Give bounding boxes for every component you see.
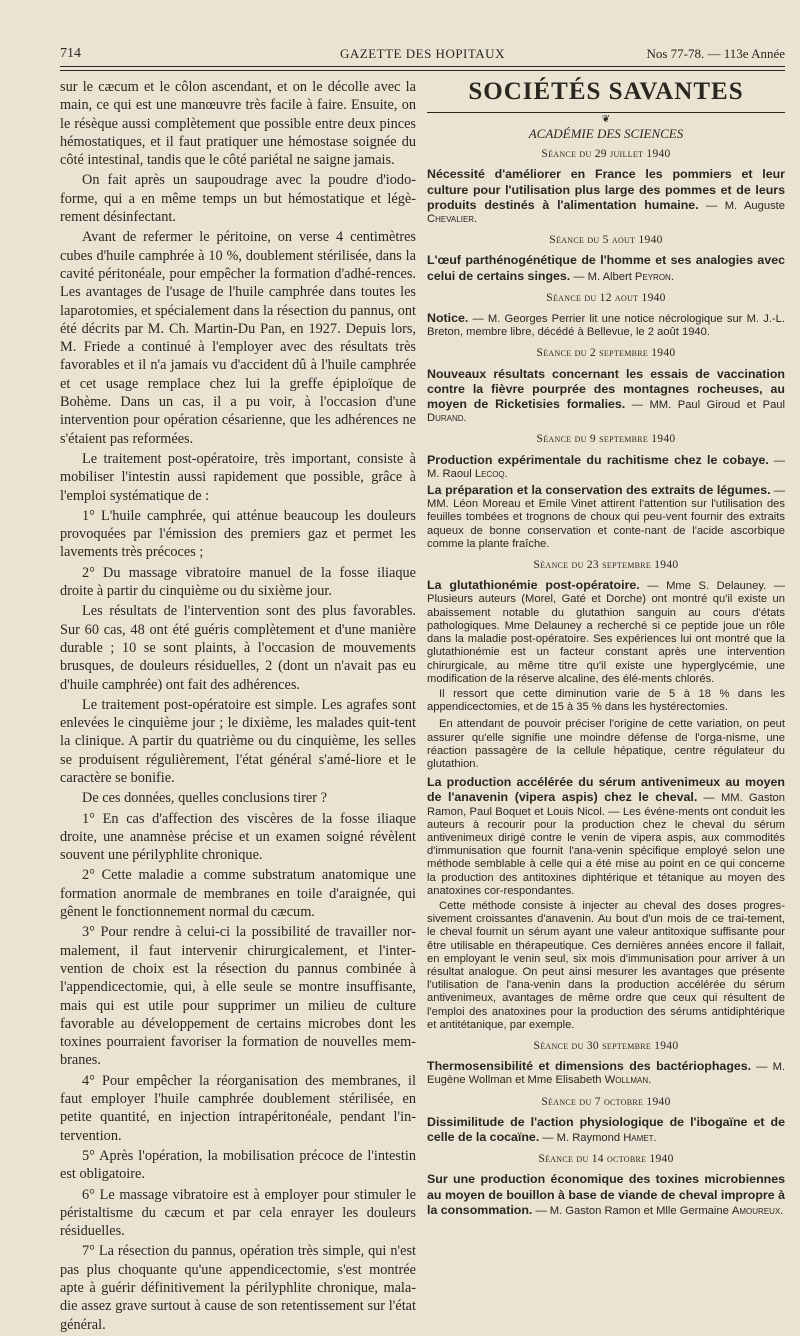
communication-text: — M. Eugène Wollman et Mme Elisabeth: [427, 1061, 785, 1087]
article-paragraph: Le traitement post-opératoire, très important, consiste à mobiliser l'intestin aussi rapidement que possible, grâce à l'emploi systématique de :: [60, 450, 416, 504]
header-rule-thin: [60, 70, 785, 71]
communication-entry: [427, 1059, 785, 1087]
communication-entry: [427, 167, 785, 226]
communication-title: Thermosensibilité et dimensions des bactériophages.: [427, 1059, 752, 1074]
article-paragraph: 2° Du massage vibratoire manuel de la fosse iliaque droite à partir du cinquième ou du sixième jour.: [60, 564, 416, 600]
running-header: [60, 46, 785, 66]
communication-entry: [427, 311, 785, 339]
communication-title: Nécessité d'améliorer en France les pommiers et leur culture pour l'utilisation plus large des pommes et de leurs produits destinés à l'alimentation humaine.: [427, 167, 785, 212]
communication-title: L'œuf parthénogénétique de l'homme et ses analogies avec celui de certains singes.: [427, 253, 785, 283]
communication-entry: [427, 453, 785, 481]
article-paragraph: 4° Pour empêcher la réorganisation des membranes, il faut employer l'huile camphrée doublement stérilisée, en petite quantité, en injection intrapéritonéale, pendant l'in-tervention.: [60, 1072, 416, 1144]
communication-title: Sur une production économique des toxines microbiennes au moyen de bouillon à base de viande de cheval impropre à la consommation.: [427, 1172, 785, 1217]
session-date: Séance du 14 octobre 1940: [538, 1153, 674, 1166]
communication-title: La production accélérée du sérum antivenimeux au moyen de l'anavenin (vipera aspis) chez le cheval.: [427, 775, 785, 805]
article-paragraph: Le traitement post-opératoire est simple. Les agrafes sont enlevées le cinquième jour ; le dixième, les malades quit-tent la clinique. A partir du quatrième ou du cinquième, les selles se produisent régulièrement, l'état général s'amé-liore et le caractère se bonifie.: [60, 696, 416, 786]
article-paragraph: Avant de refermer le péritoine, on verse 4 centimètres cubes d'huile camphrée à 10 %, doublement stérilisée, dans la cavité péritonéale, pour empêcher la formation d'adhé-rences. Les avantages de l'usage de l'huile camphrée dans toutes les laparotomies, et spécialement dans la résection du pannus, ont été décrits par M. Ch. Martin-Du Pan, en 1927. Depuis lors, M. Friede a continué à l'employer avec des résultats très favorables et il n'a jamais vu d'accident dû à l'huile camphrée et cet usage remplace chez lui la greffe épiploïque de Bohème. Dans un cas, il a pu voir, à l'occasion d'une intervention pour opération césarienne, que les adhérences ne s'étaient pas reformées.: [60, 229, 416, 447]
journal-title: GAZETTE DES HOPITAUX: [340, 46, 505, 61]
communication-paragraph: Il ressort que cette diminution varie de 5 à 18 % dans les appendicectomies, et de 15 à 35 % dans les hystérectomies.: [427, 687, 785, 714]
session-date: Séance du 12 aout 1940: [546, 291, 666, 304]
communication-author: Wollman.: [604, 1074, 652, 1087]
session-date: Séance du 23 septembre 1940: [533, 559, 679, 572]
communication-text: — Mme S. Delauney. — Plusieurs auteurs (Morel, Gaté et Dorche) ont montré qu'il existe un abaissement notable du glutathion sanguin au cours d'états pathologiques. Mme Delauney a recherché si ce peptide joue un rôle dans la maladie post-opératoire. Ses expériences lui ont montré que la glutathionémie est un facteur constant après une intervention chirurgicale, au même titre qu'il existe une hyperglycémie, une modification de la réserve alcaline, des élé-ments chlorés.: [427, 580, 785, 685]
article-paragraph: sur le cæcum et le côlon ascendant, et on le décolle avec la main, ce qui est une manœuvre très facile à faire. Ensuite, on le résèque aussi complètement que possible entre deux pinces hémostatiques, et il faut pratiquer une hémostase soignée du côté intestinal, tandis que le côté pariétal ne saigne jamais.: [60, 79, 416, 169]
communication-paragraph: En attendant de pouvoir préciser l'origine de cette variation, on peut assurer qu'elle signifie une moindre défense de l'orga-nisme, une réaction passagère de la cellule hépatique, centre régulateur du glutathion.: [427, 718, 785, 770]
article-paragraph: 6° Le massage vibratoire est à employer pour stimuler le péristaltisme du cæcum et par cela enrayer les douleurs résiduelles.: [60, 1186, 416, 1240]
communication-author: Durand.: [427, 412, 467, 425]
communication-text: — M. Georges Perrier lit une notice nécrologique sur M. J.-L. Breton, membre libre, décédé à Bellevue, le 2 août 1940.: [427, 313, 785, 339]
article-paragraph: De ces données, quelles conclusions tirer ?: [82, 790, 327, 807]
communication-text: — MM. Léon Moreau et Emile Vinet attirent l'attention sur l'utilisation des feuilles tombées et trognons de choux qui peu-vent fournir des extraits aqueux de bonne conservation et conte-nant de l'acide ascorbique comme la plante fraîche.: [427, 485, 785, 550]
communication-text: — MM. Gaston Ramon, Paul Boquet et Louis Nicol. — Les événe-ments ont conduit les auteurs à recourir pour la production chez le cheval du sérum antivenimeux dirigé contre le venin de vipera aspis, aux commodités d'immunisation que fournit l'ana-venin spécifique employé selon une méthode semblable à celle qui a été mise au point en ce qui concerne la production des antitoxines diphtérique et tétanique au moyen des anatoxines cor-respondantes.: [427, 792, 785, 897]
session-date: Séance du 2 septembre 1940: [536, 347, 676, 360]
session-date: Séance du 30 septembre 1940: [533, 1039, 679, 1052]
header-rule: [60, 66, 785, 67]
article-paragraph: 7° La résection du pannus, opération très simple, qui n'est pas plus choquante qu'une appendicectomie, s'est montrée apte à guérir définitivement la périlyphlite chronique, mala-die assez grave surtout à cause de son retentissement sur l'état général.: [60, 1243, 416, 1333]
communication-entry: [427, 775, 785, 898]
session-date: Séance du 5 aout 1940: [549, 234, 663, 247]
communication-title: Dissimilitude de l'action physiologique de l'ibogaïne et de celle de la cocaïne.: [427, 1114, 785, 1144]
communication-text: — M. Raoul: [427, 454, 786, 480]
communication-title: La préparation et la conservation des extraits de légumes.: [427, 483, 771, 498]
left-column: [60, 78, 416, 1336]
communication-paragraph: Cette méthode consiste à injecter au cheval des doses progres-sivement croissantes d'anavenin. Au bout d'un mois de ce trai-tement, le cheval fournit un sérum ayant une valeur antitoxique suffisante pour être utilisable en thérapeutique. Ces dernières années encore il fallait, en employant le venin seul, six mois d'immunisation pour arriver à un résultat analogue. On peut ainsi mesurer les avantages que présente l'utilisation de l'ana-venin dans la production accélérée du sérum antivenimeux, avantages de même ordre que ceux qui résultent de l'emploi des anatoxines pour la production des sérums antidiphtérique et antitétanique, par exemple.: [427, 899, 785, 1031]
communication-entry: [427, 367, 785, 426]
right-column: [427, 76, 785, 1220]
section-rule: [427, 112, 785, 113]
article-paragraph: 1° En cas d'affection des viscères de la fosse iliaque droite, une anamnèse précise et un examen soigné révèlent souvent une périlyphlite chronique.: [60, 810, 416, 864]
communication-author: Lecoq.: [474, 467, 508, 480]
article-paragraph: On fait après un saupoudrage avec la poudre d'iodo-forme, qui a en même temps un but hémostatique et légè-rement désinfectant.: [60, 172, 416, 226]
article-paragraph: 5° Après l'opération, la mobilisation précoce de l'intestin est obligatoire.: [60, 1147, 416, 1183]
article-paragraph: Les résultats de l'intervention sont des plus favorables. Sur 60 cas, 48 ont été guéris complètement et d'une manière durable ; 10 se sont plaints, à l'occasion de mouvements brusques, de douleurs résiduelles, 2 (dont un n'avait pas eu d'huile camphrée) ont fait des adhérences.: [60, 603, 416, 693]
communication-author: Amoureux.: [731, 1204, 784, 1217]
sessions-list: [427, 148, 785, 1218]
communication-entry: [427, 253, 785, 283]
section-title: SOCIÉTÉS SAVANTES: [468, 78, 744, 105]
article-paragraph: 2° Cette maladie a comme substratum anatomique une formation anormale de membranes en toile d'araignée, qui gênent le fonctionnement normal du cæcum.: [60, 867, 416, 921]
communication-author: Chevalier.: [427, 213, 478, 226]
session-date: Séance du 7 octobre 1940: [541, 1095, 671, 1108]
communication-text: — M. Auguste: [698, 199, 786, 212]
communication-text: — M. Albert: [570, 270, 635, 283]
article-paragraph: 3° Pour rendre à celui-ci la possibilité de travailler nor-malement, il faut intervenir chirurgicalement, et l'inter-vention de choix est la résection du pannus combinée à l'appendicectomie, qui, à elle seule se montre insuffisante, mais qui est utile pour supprimer un milieu de culture favorable au développement de certains microbes dont les toxines pourraient favoriser la formation de nouvelles mem-branes.: [60, 924, 416, 1069]
communication-title: Nouveaux résultats concernant les essais de vaccination contre la fièvre pourprée des montagnes rocheuses, au moyen de Ricketisies formalies.: [427, 366, 785, 412]
ornament-icon: ❦: [601, 114, 611, 125]
communication-text: — MM. Paul Giroud et Paul: [625, 399, 785, 412]
session-date: Séance du 9 septembre 1940: [536, 433, 676, 446]
communication-text: — M. Raymond: [539, 1132, 624, 1144]
communication-title: Production expérimentale du rachitisme chez le cobaye.: [427, 452, 769, 467]
communication-entry: [427, 1172, 785, 1218]
article-paragraph: 1° L'huile camphrée, qui atténue beaucoup les douleurs provoquées par l'émission des premiers gaz et permet les lavements très précoces ;: [60, 507, 416, 561]
communication-entry: [427, 483, 785, 551]
page-number: 714: [60, 46, 81, 61]
communication-title: La glutathionémie post-opératoire.: [427, 578, 640, 593]
communication-author: Peyron.: [634, 270, 674, 283]
communication-title: Notice.: [427, 311, 469, 326]
communication-text: — M. Gaston Ramon et Mlle Germaine: [532, 1204, 732, 1217]
session-date: Séance du 29 juillet 1940: [541, 148, 671, 161]
academy-heading: ACADÉMIE DES SCIENCES: [528, 126, 684, 141]
issue-number: Nos 77-78. — 113e Année: [646, 46, 785, 61]
communication-author: Hamet.: [623, 1132, 657, 1144]
communication-entry: [427, 578, 785, 686]
